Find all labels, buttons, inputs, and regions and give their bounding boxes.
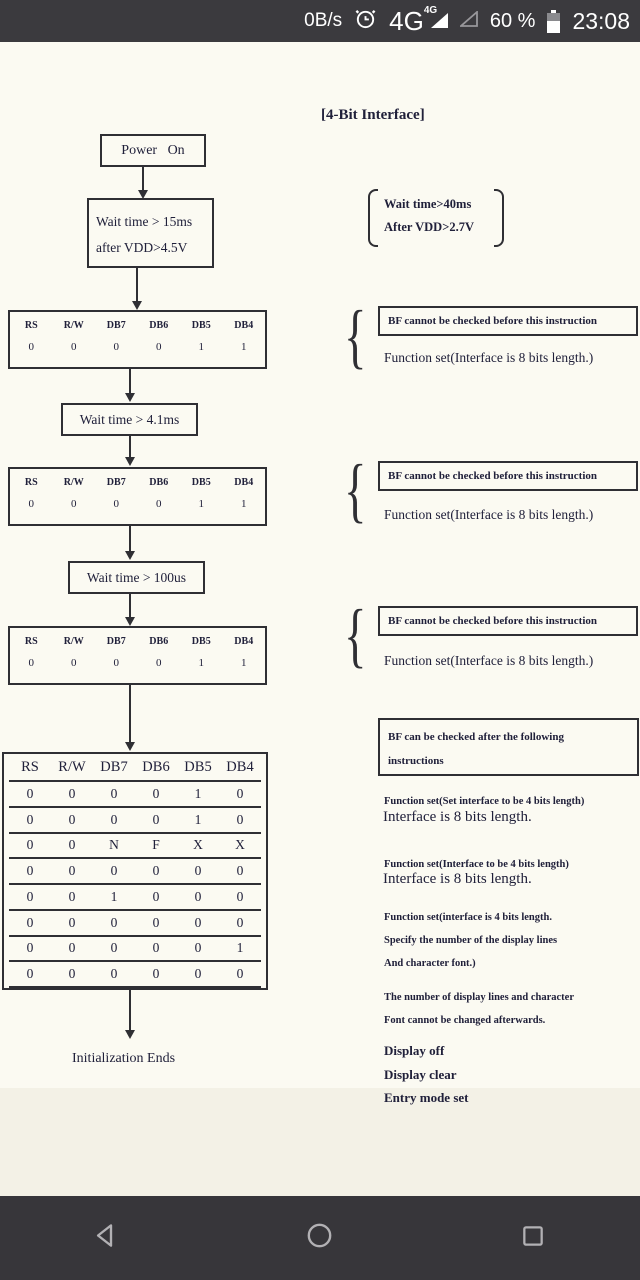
fs-small-note-3 <box>384 906 557 975</box>
bit-value: 0 <box>152 966 160 982</box>
bit-value: 0 <box>152 888 160 904</box>
fs-small-note-3-line3: And character font.) <box>384 958 476 969</box>
table-row <box>9 834 261 860</box>
clock-time: 23:08 <box>572 7 630 34</box>
bit-value: 0 <box>71 341 77 353</box>
flow-arrow <box>132 267 142 310</box>
col-header: R/W <box>63 320 84 331</box>
bit-value: 0 <box>68 888 76 904</box>
final-step-display-off: Display off <box>384 1043 445 1058</box>
col-header: DB4 <box>234 477 254 488</box>
bit-value: 0 <box>26 914 34 930</box>
bit-value: 0 <box>236 914 244 930</box>
command-table-3 <box>8 626 267 685</box>
recents-icon <box>520 1223 546 1254</box>
side-note-line2: After VDD>2.7V <box>384 220 474 234</box>
command-table-1-header <box>10 320 265 331</box>
bit-value: X <box>193 837 203 853</box>
table-row <box>9 808 261 834</box>
bit-value: 0 <box>26 837 34 853</box>
bit-value: 0 <box>110 863 118 879</box>
col-header: DB6 <box>149 320 169 331</box>
afterwards-note-line2: Font cannot be changed afterwards. <box>384 1015 546 1026</box>
bit-value: 0 <box>152 940 160 956</box>
wait-15ms-line1: Wait time > 15ms <box>96 214 193 229</box>
home-icon <box>306 1222 333 1254</box>
bit-value: 0 <box>68 914 76 930</box>
bit-value: 0 <box>236 966 244 982</box>
alarm-icon <box>354 7 377 35</box>
fs-small-note-3-line1: Function set(interface is 4 bits length. <box>384 912 552 923</box>
wait-15ms-line2: after VDD>4.5V <box>96 240 188 255</box>
table-row <box>9 885 261 911</box>
fs-small-note-3-line2: Specify the number of the display lines <box>384 935 558 946</box>
end-label: Initialization Ends <box>72 1051 176 1066</box>
function-set-note-3: Function set(Interface is 8 bits length.) <box>384 653 594 668</box>
brace-icon: { <box>344 450 367 530</box>
bit-value: 0 <box>26 966 34 982</box>
bit-value: 0 <box>26 785 34 801</box>
bf-can-line2: instructions <box>388 755 444 767</box>
bf-can-line1: BF can be checked after the following <box>388 731 564 743</box>
bit-value: 0 <box>156 657 162 669</box>
bit-value: 0 <box>28 657 34 669</box>
wait-100us-box: Wait time > 100us <box>68 561 205 594</box>
bit-value: 0 <box>26 888 34 904</box>
bit-value: 0 <box>110 940 118 956</box>
command-table-1-values <box>10 341 265 353</box>
flow-arrow <box>125 685 135 751</box>
bit-value: 0 <box>113 498 119 510</box>
recents-button[interactable] <box>427 1196 640 1280</box>
col-header: R/W <box>58 758 86 775</box>
flow-arrow <box>138 166 148 199</box>
flow-arrow <box>125 369 135 402</box>
bit-value: 0 <box>71 657 77 669</box>
bit-value: 0 <box>68 785 76 801</box>
document-page <box>0 42 640 1105</box>
bit-value: 1 <box>194 785 202 801</box>
col-header: DB5 <box>191 636 211 647</box>
bit-value: 0 <box>110 966 118 982</box>
col-header: RS <box>24 477 38 488</box>
bit-value: 0 <box>110 785 118 801</box>
bit-value: 0 <box>236 888 244 904</box>
bit-value: 0 <box>26 811 34 827</box>
bit-value: 1 <box>198 341 204 353</box>
home-button[interactable] <box>213 1196 426 1280</box>
bit-value: 0 <box>156 498 162 510</box>
col-header: DB4 <box>234 320 254 331</box>
final-step-entry-mode: Entry mode set <box>384 1090 469 1105</box>
flow-arrow <box>125 990 135 1039</box>
bit-value: 0 <box>26 940 34 956</box>
table-row <box>9 937 261 963</box>
bit-value: 0 <box>68 940 76 956</box>
left-bracket-icon <box>368 189 378 247</box>
col-header: R/W <box>63 636 84 647</box>
bit-value: 0 <box>26 863 34 879</box>
bf-can-box <box>378 718 639 776</box>
bit-value: 1 <box>198 657 204 669</box>
bit-value: 0 <box>194 966 202 982</box>
bit-value: 1 <box>236 940 244 956</box>
init-sequence-table <box>2 752 268 990</box>
status-bar <box>0 0 640 42</box>
power-on-box: Power On <box>100 134 206 167</box>
table-row <box>9 859 261 885</box>
android-nav-bar <box>0 1196 640 1280</box>
bit-value: F <box>152 837 160 853</box>
network-type-label: 4G <box>389 6 424 36</box>
bit-value: 0 <box>68 837 76 853</box>
wait-4-1ms-box: Wait time > 4.1ms <box>61 403 198 436</box>
bit-value: X <box>235 837 245 853</box>
network-indicator <box>389 6 448 36</box>
brace-icon: { <box>344 595 367 675</box>
bit-value: 0 <box>152 863 160 879</box>
col-header: DB5 <box>191 477 211 488</box>
big-table-header <box>9 754 261 782</box>
bit-value: 0 <box>113 657 119 669</box>
col-header: RS <box>24 320 38 331</box>
flow-arrow <box>125 593 135 626</box>
brace-icon: { <box>344 296 367 376</box>
col-header: DB4 <box>234 636 254 647</box>
bit-value: 0 <box>236 785 244 801</box>
bit-value: 0 <box>194 863 202 879</box>
bit-value: 0 <box>236 811 244 827</box>
function-set-note-1: Function set(Interface is 8 bits length.) <box>384 350 594 365</box>
col-header: RS <box>21 758 39 775</box>
bit-value: 0 <box>28 498 34 510</box>
command-table-3-values <box>10 657 265 669</box>
bit-value: 0 <box>156 341 162 353</box>
bit-value: 0 <box>194 914 202 930</box>
col-header: DB7 <box>106 477 126 488</box>
bit-value: 0 <box>113 341 119 353</box>
fs-small-note-2: Function set(Interface to be 4 bits length) <box>384 859 569 870</box>
final-step-display-clear: Display clear <box>384 1066 457 1082</box>
col-header: DB5 <box>184 758 212 775</box>
bit-value: 1 <box>198 498 204 510</box>
bit-value: 0 <box>68 863 76 879</box>
col-header: DB7 <box>106 636 126 647</box>
afterwards-note <box>384 986 574 1032</box>
final-steps <box>384 1039 469 1110</box>
bit-value: 0 <box>68 811 76 827</box>
col-header: DB5 <box>191 320 211 331</box>
table-row <box>9 782 261 808</box>
command-table-2-header <box>10 477 265 488</box>
col-header: DB6 <box>149 477 169 488</box>
bit-value: 0 <box>68 966 76 982</box>
bit-value: 1 <box>241 341 247 353</box>
col-header: DB6 <box>149 636 169 647</box>
right-bracket-icon <box>494 189 504 247</box>
network-badge: 4G <box>423 5 438 16</box>
bit-value: 0 <box>194 888 202 904</box>
table-row <box>9 911 261 937</box>
bit-value: N <box>109 837 119 853</box>
bit-value: 1 <box>241 657 247 669</box>
flow-arrow <box>125 435 135 466</box>
page-title: [4-Bit Interface] <box>321 107 425 123</box>
command-table-1 <box>8 310 267 369</box>
battery-icon <box>547 10 560 33</box>
bit-value: 0 <box>110 811 118 827</box>
side-note <box>384 193 474 239</box>
battery-percent: 60 % <box>489 9 536 32</box>
function-set-note-2: Function set(Interface is 8 bits length.) <box>384 507 594 522</box>
bit-value: 0 <box>28 341 34 353</box>
col-header: DB6 <box>142 758 170 775</box>
command-table-2 <box>8 467 267 526</box>
bit-value: 1 <box>241 498 247 510</box>
col-header: RS <box>24 636 38 647</box>
bit-value: 1 <box>194 811 202 827</box>
interface-note-2: Interface is 8 bits length. <box>383 871 532 887</box>
bit-value: 0 <box>194 940 202 956</box>
back-button[interactable] <box>0 1196 213 1280</box>
afterwards-note-line1: The number of display lines and character <box>384 992 574 1003</box>
col-header: DB7 <box>100 758 128 775</box>
bit-value: 0 <box>236 863 244 879</box>
signal-strength-icon <box>431 13 448 33</box>
side-note-line1: Wait time>40ms <box>384 197 472 211</box>
bit-value: 0 <box>152 811 160 827</box>
bit-value: 1 <box>110 888 118 904</box>
bit-value: 0 <box>110 914 118 930</box>
table-row <box>9 962 261 988</box>
bf-note-box-2: BF cannot be checked before this instruction <box>378 461 638 491</box>
network-speed: 0B/s <box>304 10 343 31</box>
bit-value: 0 <box>152 914 160 930</box>
col-header: R/W <box>63 477 84 488</box>
bf-note-box-3: BF cannot be checked before this instruction <box>378 606 638 636</box>
flow-arrow <box>125 526 135 560</box>
back-icon <box>93 1222 120 1254</box>
command-table-3-header <box>10 636 265 647</box>
fs-small-note-1: Function set(Set interface to be 4 bits length) <box>384 796 585 807</box>
bf-note-box-1: BF cannot be checked before this instruction <box>378 306 638 336</box>
interface-note-1: Interface is 8 bits length. <box>383 809 532 825</box>
bit-value: 0 <box>71 498 77 510</box>
col-header: DB4 <box>226 758 254 775</box>
signal-empty-icon <box>460 11 478 32</box>
bit-value: 0 <box>152 785 160 801</box>
wait-15ms-box <box>87 198 214 268</box>
command-table-2-values <box>10 498 265 510</box>
col-header: DB7 <box>106 320 126 331</box>
